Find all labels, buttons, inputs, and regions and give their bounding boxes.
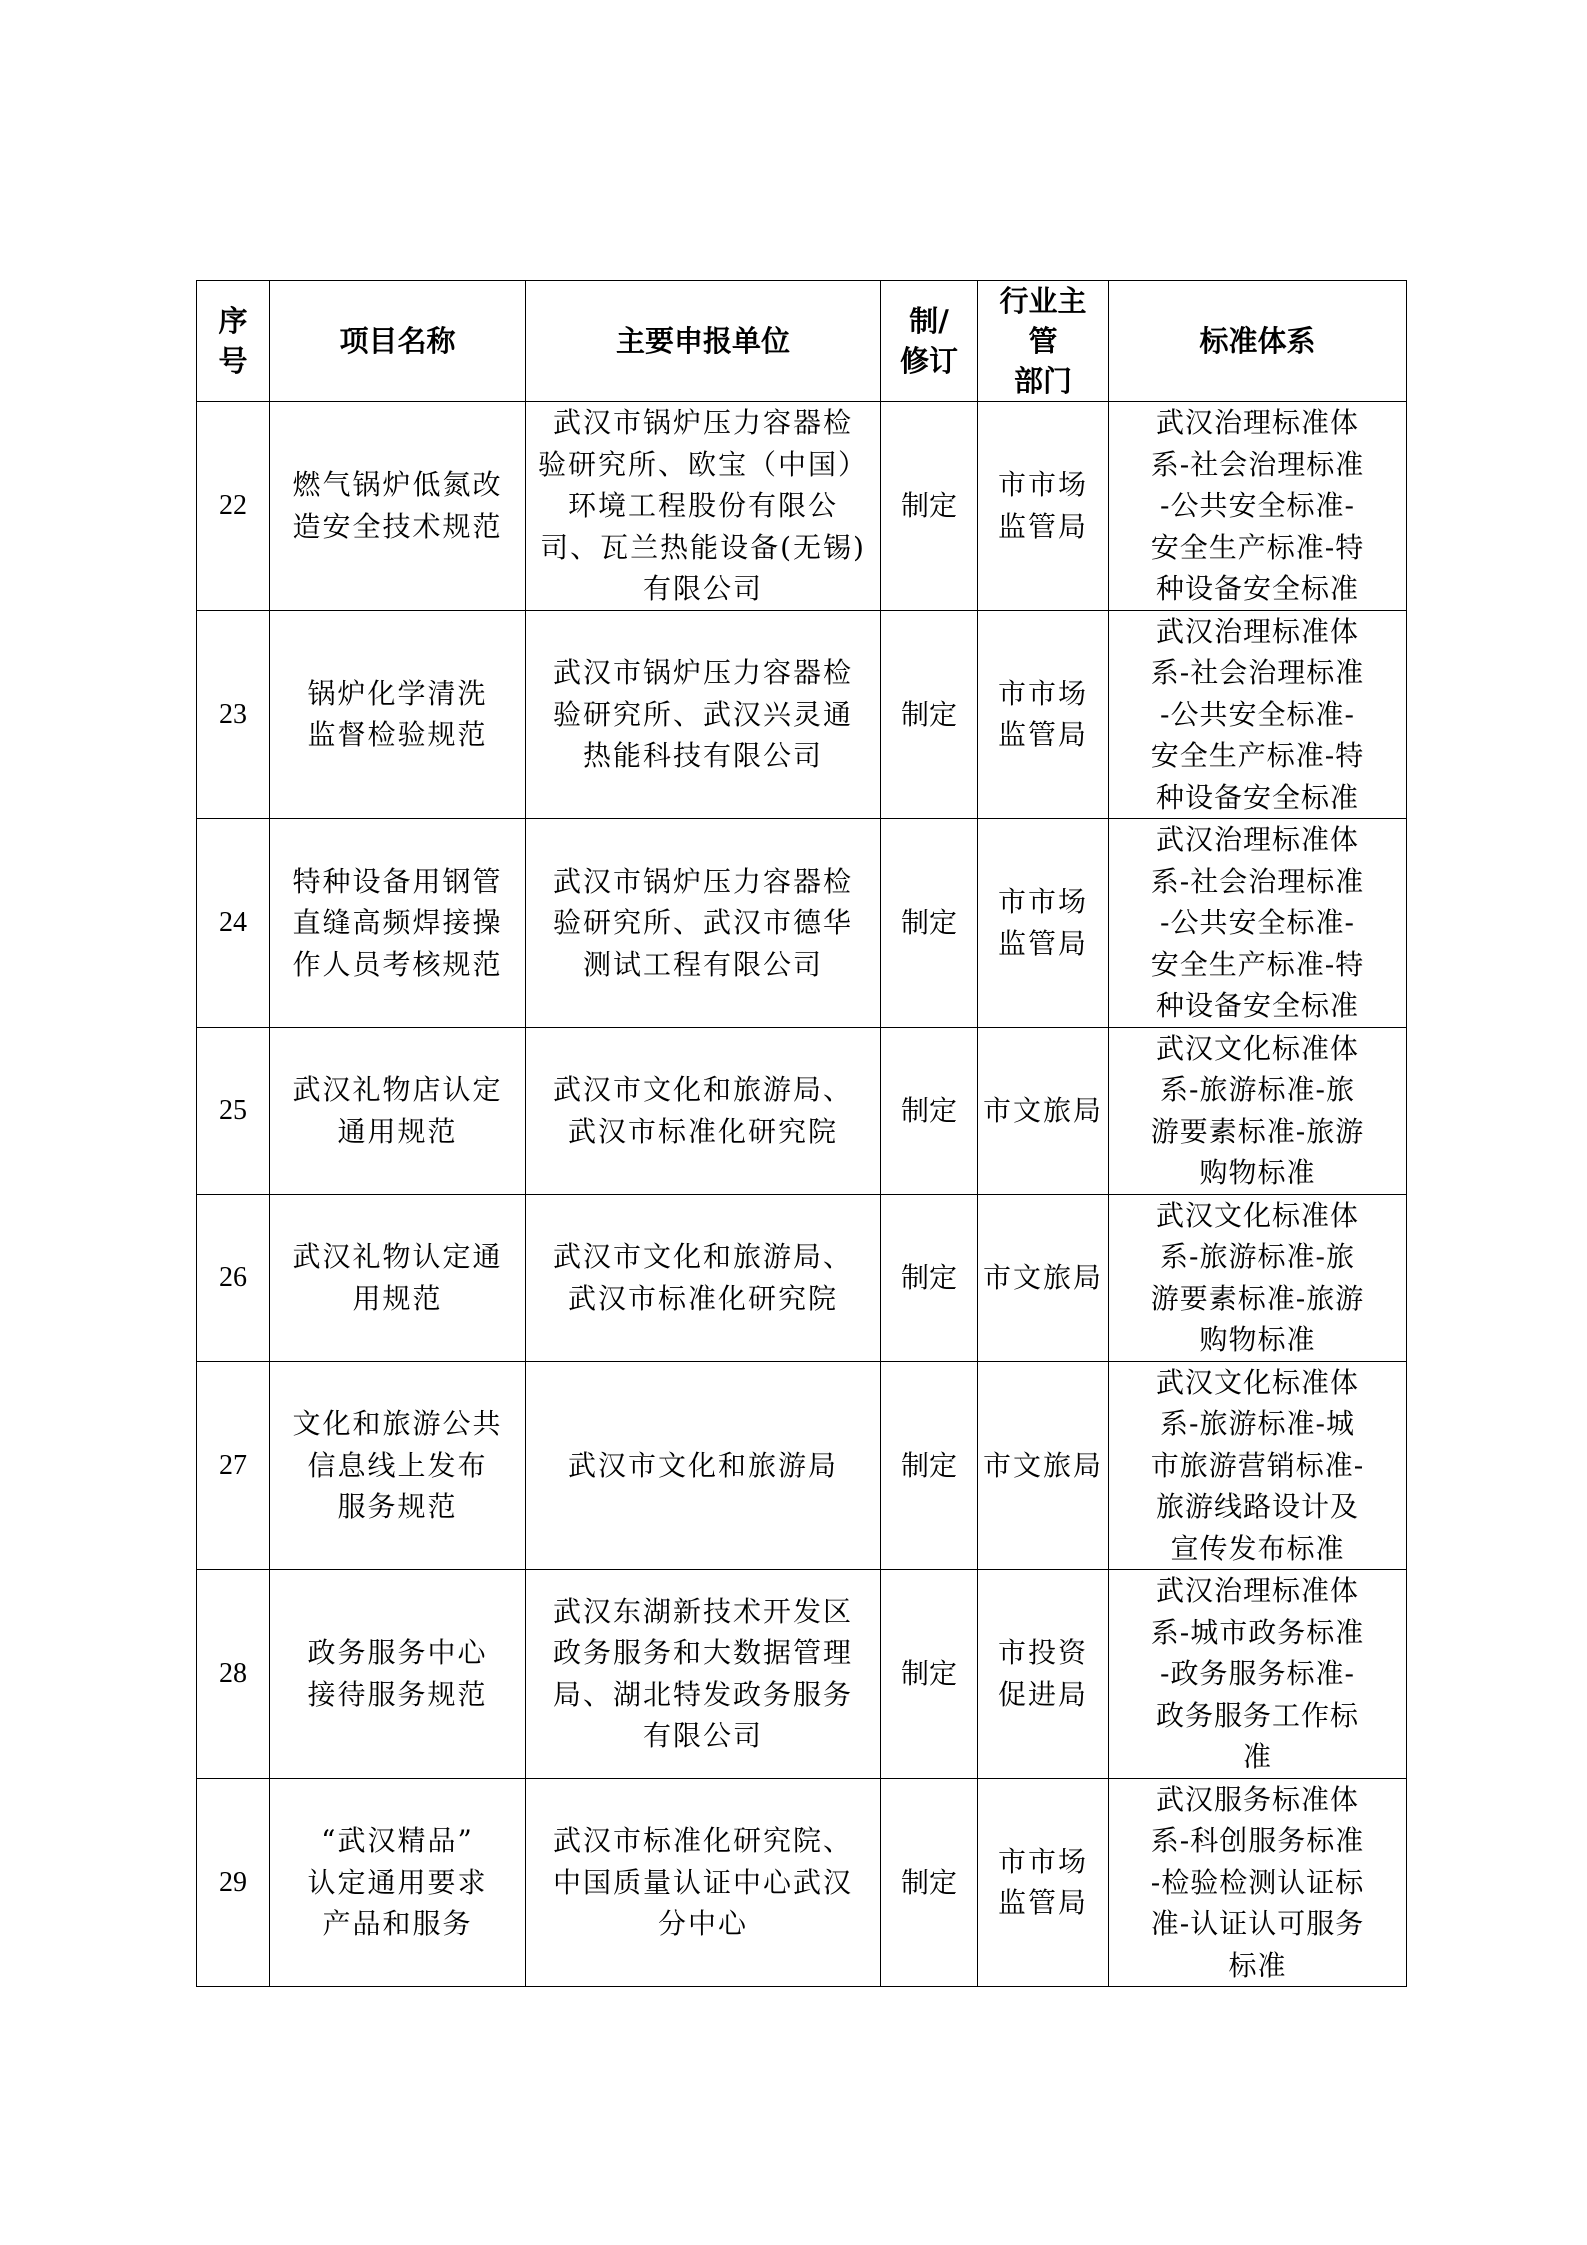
cell-system: 武汉服务标准体 系-科创服务标准 -检验检测认证标 准-认证认可服务 标准 xyxy=(1109,1778,1407,1987)
cell-system: 武汉文化标准体 系-旅游标准-旅 游要素标准-旅游 购物标准 xyxy=(1109,1194,1407,1361)
cell-system: 武汉治理标准体 系-社会治理标准 -公共安全标准- 安全生产标准-特 种设备安全标准 xyxy=(1109,610,1407,819)
cell-type: 制定 xyxy=(881,1570,978,1779)
cell-unit: 武汉市锅炉压力容器检 验研究所、武汉兴灵通 热能科技有限公司 xyxy=(526,610,881,819)
cell-system: 武汉文化标准体 系-旅游标准-城 市旅游营销标准- 旅游线路设计及 宣传发布标准 xyxy=(1109,1361,1407,1570)
cell-dept: 市投资 促进局 xyxy=(978,1570,1109,1779)
cell-type: 制定 xyxy=(881,610,978,819)
cell-unit: 武汉市锅炉压力容器检 验研究所、欧宝（中国） 环境工程股份有限公 司、瓦兰热能设备(无锡) 有限公司 xyxy=(526,402,881,611)
table-row xyxy=(197,819,1407,1028)
cell-unit: 武汉市锅炉压力容器检 验研究所、武汉市德华 测试工程有限公司 xyxy=(526,819,881,1028)
table-header-row xyxy=(197,281,1407,402)
cell-name: “武汉精品” 认定通用要求 产品和服务 xyxy=(270,1778,526,1987)
cell-unit: 武汉市标准化研究院、 中国质量认证中心武汉 分中心 xyxy=(526,1778,881,1987)
table-row xyxy=(197,1778,1407,1987)
cell-system: 武汉文化标准体 系-旅游标准-旅 游要素标准-旅游 购物标准 xyxy=(1109,1027,1407,1194)
table-row xyxy=(197,402,1407,611)
cell-no: 23 xyxy=(197,610,270,819)
cell-no: 27 xyxy=(197,1361,270,1570)
cell-name: 政务服务中心 接待服务规范 xyxy=(270,1570,526,1779)
cell-dept: 市市场 监管局 xyxy=(978,819,1109,1028)
cell-no: 28 xyxy=(197,1570,270,1779)
standards-table xyxy=(196,280,1407,1987)
cell-system: 武汉治理标准体 系-社会治理标准 -公共安全标准- 安全生产标准-特 种设备安全标准 xyxy=(1109,402,1407,611)
cell-system: 武汉治理标准体 系-社会治理标准 -公共安全标准- 安全生产标准-特 种设备安全标准 xyxy=(1109,819,1407,1028)
cell-name: 文化和旅游公共 信息线上发布 服务规范 xyxy=(270,1361,526,1570)
table-row xyxy=(197,1027,1407,1194)
cell-dept: 市市场 监管局 xyxy=(978,610,1109,819)
cell-name: 武汉礼物店认定 通用规范 xyxy=(270,1027,526,1194)
cell-type: 制定 xyxy=(881,1027,978,1194)
header-type: 制/ 修订 xyxy=(881,281,978,402)
table-row xyxy=(197,1361,1407,1570)
cell-system: 武汉治理标准体 系-城市政务标准 -政务服务标准- 政务服务工作标 准 xyxy=(1109,1570,1407,1779)
cell-unit: 武汉市文化和旅游局、 武汉市标准化研究院 xyxy=(526,1027,881,1194)
cell-dept: 市文旅局 xyxy=(978,1027,1109,1194)
cell-dept: 市文旅局 xyxy=(978,1361,1109,1570)
cell-type: 制定 xyxy=(881,402,978,611)
header-no: 序 号 xyxy=(197,281,270,402)
cell-dept: 市市场 监管局 xyxy=(978,402,1109,611)
header-name: 项目名称 xyxy=(270,281,526,402)
cell-type: 制定 xyxy=(881,819,978,1028)
header-dept: 行业主管 部门 xyxy=(978,281,1109,402)
cell-no: 25 xyxy=(197,1027,270,1194)
cell-unit: 武汉市文化和旅游局、 武汉市标准化研究院 xyxy=(526,1194,881,1361)
cell-dept: 市市场 监管局 xyxy=(978,1778,1109,1987)
cell-no: 26 xyxy=(197,1194,270,1361)
header-unit: 主要申报单位 xyxy=(526,281,881,402)
cell-no: 24 xyxy=(197,819,270,1028)
cell-type: 制定 xyxy=(881,1778,978,1987)
cell-name: 特种设备用钢管 直缝高频焊接操 作人员考核规范 xyxy=(270,819,526,1028)
header-system: 标准体系 xyxy=(1109,281,1407,402)
table-row xyxy=(197,1194,1407,1361)
table-row xyxy=(197,1570,1407,1779)
cell-unit: 武汉市文化和旅游局 xyxy=(526,1361,881,1570)
cell-name: 锅炉化学清洗 监督检验规范 xyxy=(270,610,526,819)
cell-no: 22 xyxy=(197,402,270,611)
table-row xyxy=(197,610,1407,819)
cell-type: 制定 xyxy=(881,1194,978,1361)
cell-name: 燃气锅炉低氮改 造安全技术规范 xyxy=(270,402,526,611)
cell-dept: 市文旅局 xyxy=(978,1194,1109,1361)
cell-unit: 武汉东湖新技术开发区 政务服务和大数据管理 局、湖北特发政务服务 有限公司 xyxy=(526,1570,881,1779)
cell-no: 29 xyxy=(197,1778,270,1987)
cell-name: 武汉礼物认定通 用规范 xyxy=(270,1194,526,1361)
cell-type: 制定 xyxy=(881,1361,978,1570)
